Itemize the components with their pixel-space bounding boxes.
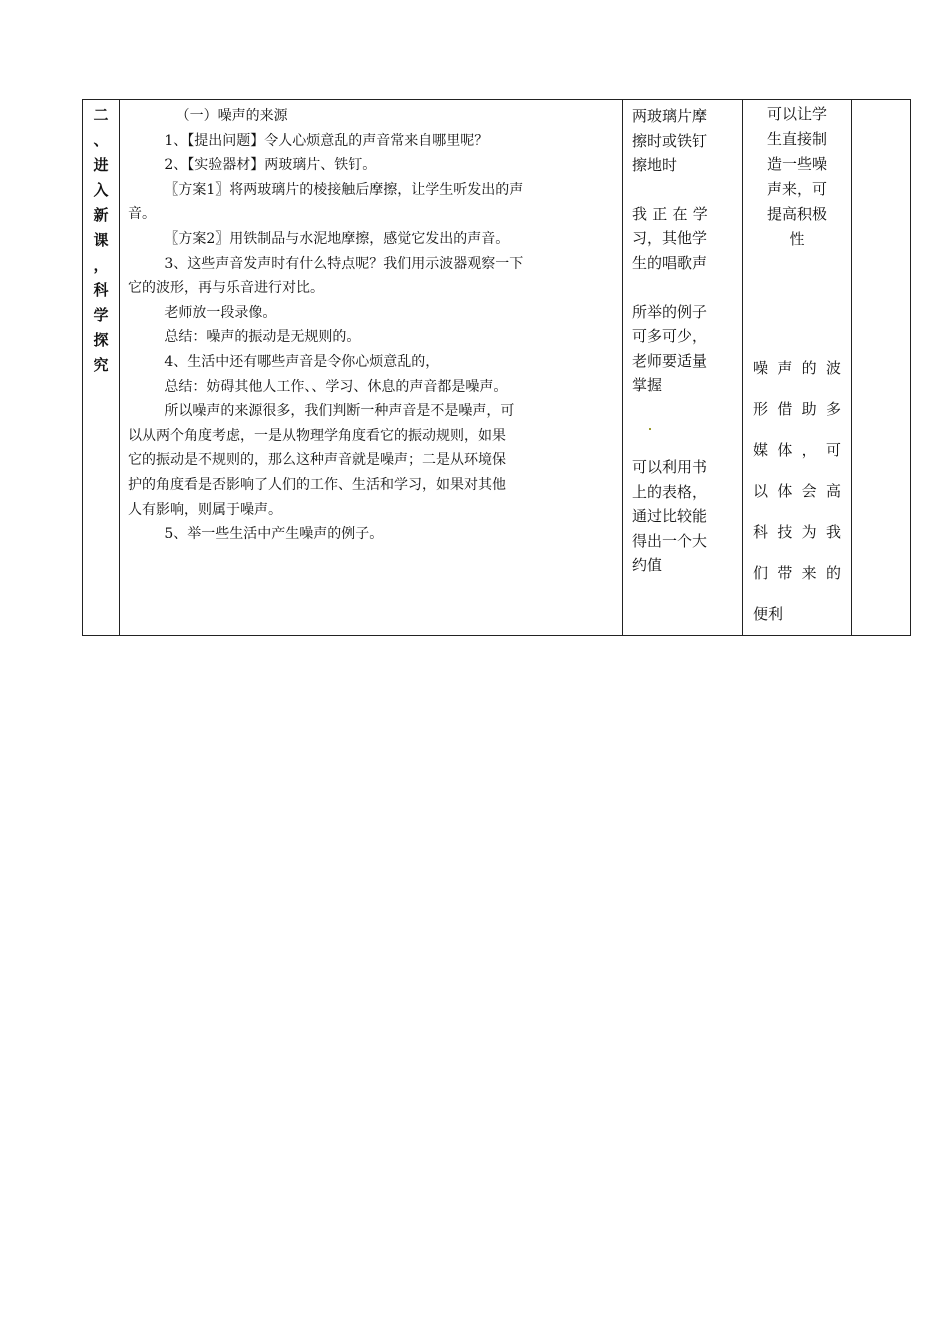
student-line: 所举的例子 [632,302,708,321]
intent-line: 科技为我 [753,523,841,541]
empty-cell [852,100,911,636]
intent-line: 媒体，可 [753,441,841,459]
student-line: 约值 [632,556,663,575]
stage-char: 进 [93,156,109,174]
content-line: 护的角度看是否影响了人们的工作、生活和学习，如果对其他 [128,476,506,493]
stage-char: 、 [93,131,109,149]
student-line: 可多可少， [632,327,708,346]
stage-char: 究 [93,356,109,374]
intent-line: 形借助多 [753,400,841,418]
student-line: 老师要适量 [632,351,708,370]
stage-char: 科 [93,281,109,299]
intent-line: 以体会高 [753,482,841,500]
student-line: 得出一个大 [632,531,708,550]
intent-bottom-block [747,348,847,635]
student-line: 生的唱歌声 [632,253,708,272]
section-heading: （一）噪声的来源 [175,108,288,124]
content-line: 老师放一段录像。 [164,304,277,321]
stage-char: 探 [93,331,109,349]
spacer [632,178,736,202]
teaching-content-cell [120,100,623,636]
intent-line: 生直接制 [766,130,827,148]
design-intent-cell [743,100,852,636]
student-line: 可以利用书 [632,457,708,476]
student-line: 擦时或铁钉 [632,131,708,150]
stage-char: ， [93,256,109,274]
intent-top-block [747,100,847,252]
spacer [632,276,736,300]
intent-line: 造一些噪 [766,155,827,173]
stage-char: 入 [93,181,109,199]
spacer [632,398,736,455]
content-line: 5、举一些生活中产生噪声的例子。 [164,526,384,543]
intent-line: 们带来的 [753,564,841,582]
content-line: 总结：噪声的振动是无规则的。 [164,329,361,346]
stage-char: 新 [93,206,109,224]
intent-line: 噪声的波 [753,359,841,377]
content-line: 它的波形，再与乐音进行对比。 [128,280,324,297]
content-line: 4、生活中还有哪些声音是令你心烦意乱的， [164,353,440,370]
stage-cell [83,100,120,636]
content-line: 3、这些声音发声时有什么特点呢？我们用示波器观察一下 [164,255,524,272]
table-row [83,100,911,636]
stage-char: 学 [93,306,109,324]
student-line: 上的表格， [632,482,708,501]
content-line: 〖方案2〗用铁制品与水泥地摩擦，感觉它发出的声音。 [164,230,510,247]
student-line: 掌握 [632,376,663,395]
stage-char: 课 [93,231,109,249]
student-line: 习，其他学 [632,229,708,248]
student-line: 两玻璃片摩 [632,107,708,125]
content-line: 〖方案1〗将两玻璃片的棱接触后摩擦，让学生听发出的声 [164,181,524,198]
student-line: 我正在学 [632,204,714,223]
intent-line: 提高积极 [766,205,827,223]
content-line: 2、【实验器材】两玻璃片、铁钉。 [164,157,377,174]
stage-char: 二 [93,106,109,124]
student-line: 通过比较能 [632,507,708,526]
intent-line: 便利 [753,605,784,623]
content-line: 所以噪声的来源很多，我们判断一种声音是不是噪声，可 [164,403,515,420]
student-activity-cell [623,100,743,636]
intent-line: 可以让学 [766,105,827,123]
content-line: 以从两个角度考虑，一是从物理学角度看它的振动规则，如果 [128,427,506,444]
content-line: 1、【提出问题】令人心烦意乱的声音常来自哪里呢？ [164,132,489,149]
content-line: 人有影响，则属于噪声。 [128,501,282,518]
stray-dot [649,428,651,430]
student-line: 擦地时 [632,156,678,175]
content-line: 总结：妨碍其他人工作、、学习、休息的声音都是噪声。 [164,378,508,395]
intent-line: 声来，可 [766,180,827,198]
intent-line: 性 [789,230,805,248]
content-line: 音。 [128,206,156,223]
content-line: 它的振动是不规则的，那么这种声音就是噪声；二是从环境保 [128,452,506,469]
lesson-plan-table [82,99,911,636]
